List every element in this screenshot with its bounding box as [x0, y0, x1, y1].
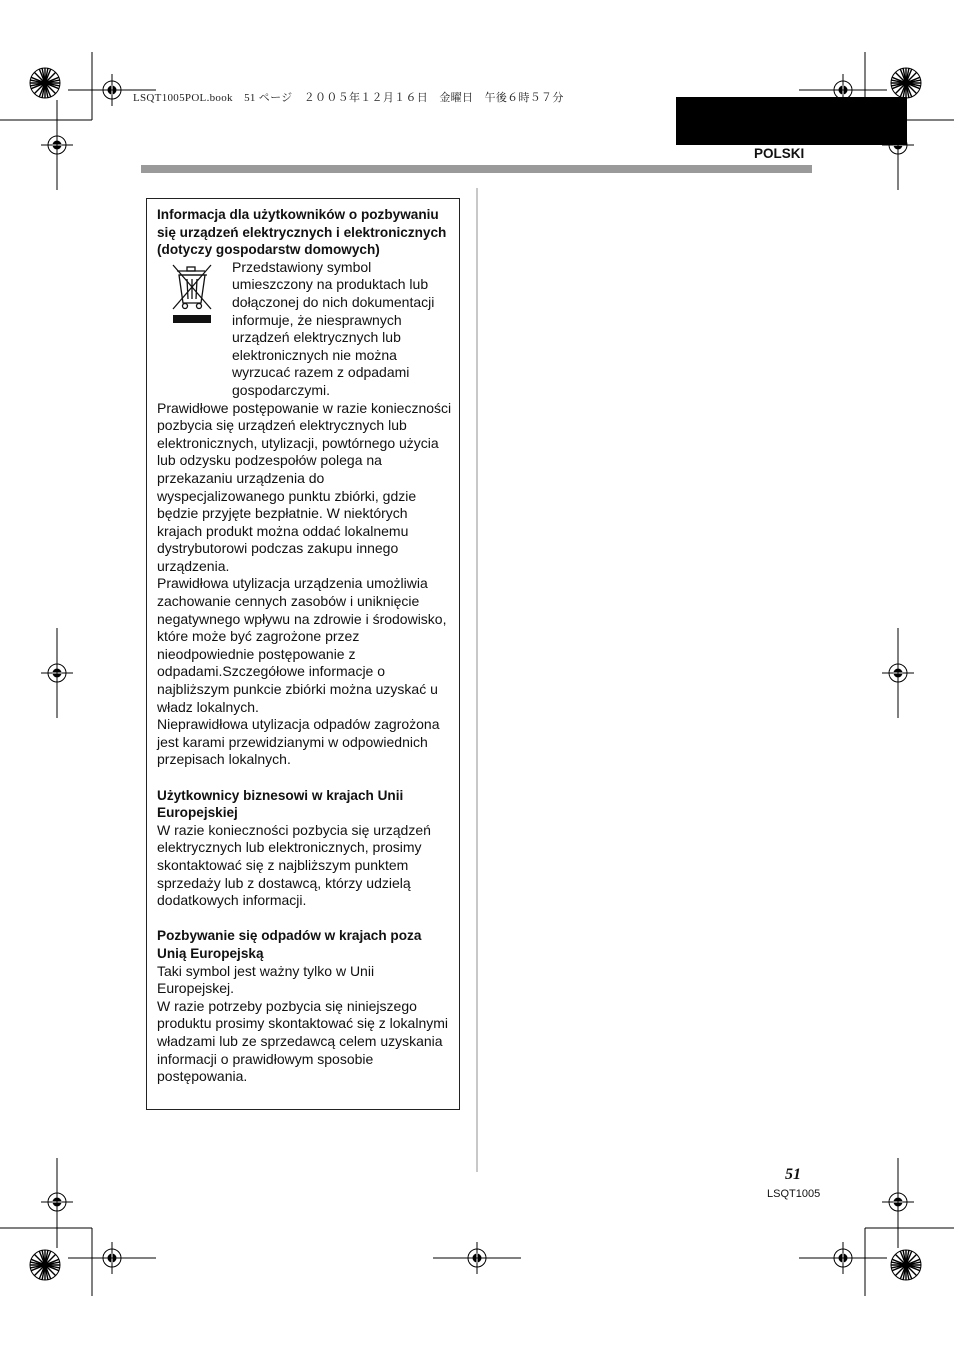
symbol-block — [157, 259, 453, 400]
wheelie-bin-icon — [157, 259, 232, 329]
paragraph-2: Prawidłowa utylizacja urządzenia umożliwia zachowanie cennych zasobów i uniknięcie negatywnego wpływu na zdrowie i środowisko, które może być zagrożone przez nieodpowiednie postępowanie z odpadami.Szczegółowe informacje o najbliższym punkcie zbiórki można uzyskać u władz lokalnych. — [157, 575, 447, 715]
language-label: POLSKI — [754, 146, 805, 161]
outside-eu-heading: Pozbywanie się odpadów w krajach poza Unią Europejską — [157, 928, 422, 961]
language-tab — [676, 97, 907, 145]
business-text: W razie konieczności pozbycia się urządzeń elektrycznych lub elektronicznych, prosimy skontaktować się z najbliższym punktem sprzedaży lub z dostawcą, którzy udzielą dodatkowych informacji. — [157, 821, 431, 909]
paragraph-3: Nieprawidłowa utylizacja odpadów zagrożona jest karami przewidzianymi w odpowiednich przepisach lokalnych. — [157, 716, 440, 768]
notice-content — [157, 206, 453, 1086]
header-rule — [141, 165, 812, 173]
disposal-notice-box — [146, 198, 460, 1110]
document-code: LSQT1005 — [767, 1188, 821, 1200]
notice-title: Informacja dla użytkowników o pozbywaniu się urządzeń elektrycznych i elektronicznych (dotyczy gospodarstw domowych) — [157, 207, 447, 258]
business-heading: Użytkownicy biznesowi w krajach Unii Europejskiej — [157, 787, 404, 821]
page-number: 51 — [785, 1166, 801, 1183]
paragraph-1: Prawidłowe postępowanie w razie konieczności pozbycia się urządzeń elektrycznych lub elektronicznych, utylizacji, powtórnego użycia lub odzysku podzespołów polega na przekazaniu urządzenia do wyspecjalizowanego punktu zbiórki, gdzie będzie przyjęte bezpłatnie. W niektórych krajach produkt można oddać lokalnemu dystrybutorowi podczas zakupu innego urządzenia. — [157, 399, 452, 574]
print-info-header: LSQT1005POL.book 51 ページ ２００５年１２月１６日 金曜日 午後６時５７分 — [133, 92, 564, 104]
column-divider — [476, 188, 478, 1172]
outside-eu-text-1: Taki symbol jest ważny tylko w Unii Europejskej. — [157, 962, 375, 997]
symbol-description: Przedstawiony symbol umieszczony na produktach lub dołączonej do nich dokumentacji informuje, że niesprawnych urządzeń elektrycznych lub elektronicznych nie można wyrzucać razem z odpadami gospodarczymi. — [232, 258, 435, 398]
outside-eu-text-2: W razie potrzeby pozbycia się niniejszego produktu prosimy skontaktować się z lokalnymi władzami lub ze sprzedawcą celem uzyskania informacji o prawidłowym sposobie postępowania. — [157, 997, 449, 1085]
